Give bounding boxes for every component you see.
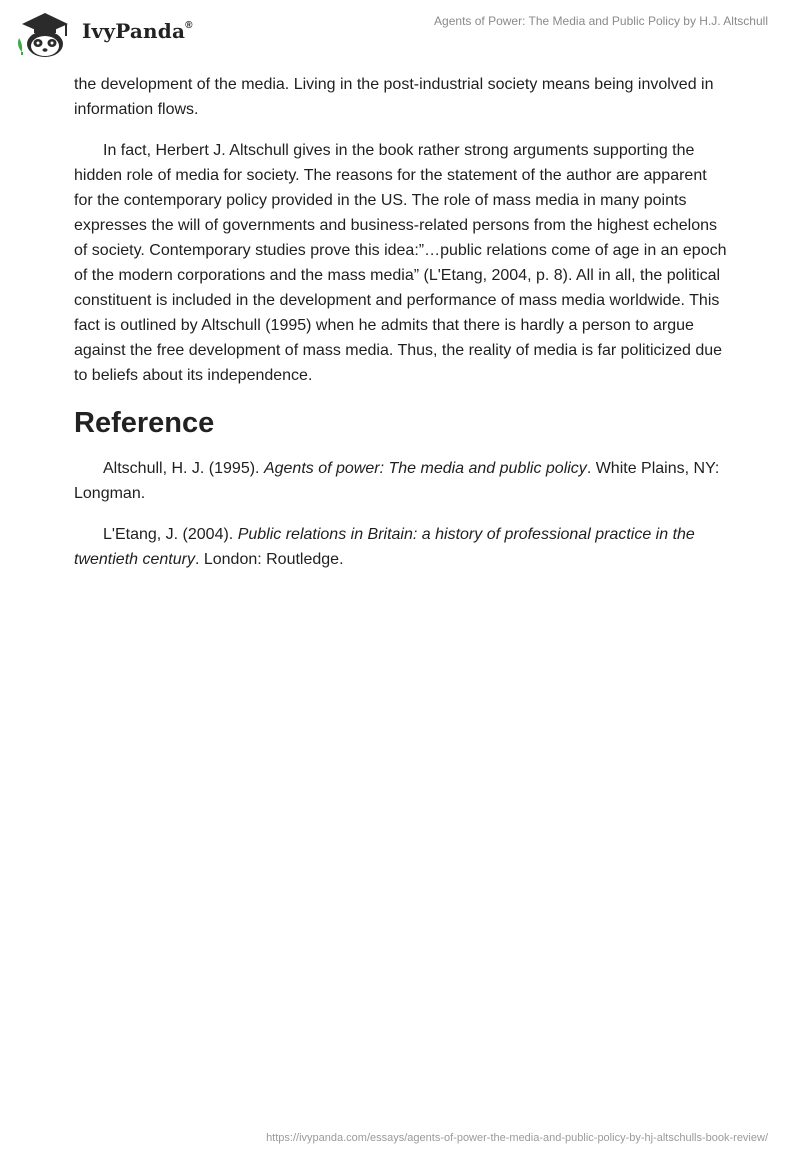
brand-logo[interactable] (14, 8, 193, 58)
reference-title: Agents of power: The media and public policy (263, 460, 587, 477)
source-url[interactable]: https://ivypanda.com/essays/agents-of-power-the-media-and-public-policy-by-hj-altschulls-book-review/ (266, 1132, 768, 1144)
reference-entry: Altschull, H. J. (1995). Agents of power: The media and public policy. White Plains, NY: Longman. (74, 460, 720, 502)
reference-title: Public relations in Britain: a history of professional practice in the twentieth century (74, 526, 695, 568)
essay-content (74, 72, 728, 588)
document-title: Agents of Power: The Media and Public Policy by H.J. Altschull (434, 14, 768, 28)
paragraph: the development of the media. Living in the post-industrial society means being involved in information flows. (74, 76, 714, 118)
reference-entry: L'Etang, J. (2004). Public relations in Britain: a history of professional practice in the twentieth century. London: Routledge. (74, 526, 695, 568)
panda-graduation-cap-logo-icon (14, 8, 76, 58)
paragraph: In fact, Herbert J. Altschull gives in the book rather strong arguments supporting the hidden role of media for society. The reasons for the statement of the author are apparent for the contemporary policy provided in the US. The role of mass media in many points expresses the will of governments and business-related persons from the highest echelons of society. Contemporary studies prove this idea:”…public relations come of age in an epoch of the modern corporations and the mass media” (L'Etang, 2004, p. 8). All in all, the political constituent is included in the development and performance of mass media worldwide. This fact is outlined by Altschull (1995) when he admits that there is hardly a person to argue against the free development of mass media. Thus, the reality of media is far politicized due to beliefs about its independence. (74, 142, 727, 384)
brand-name: IvyPanda® (82, 19, 193, 43)
page-header (0, 0, 800, 64)
reference-heading: Reference (74, 407, 215, 439)
